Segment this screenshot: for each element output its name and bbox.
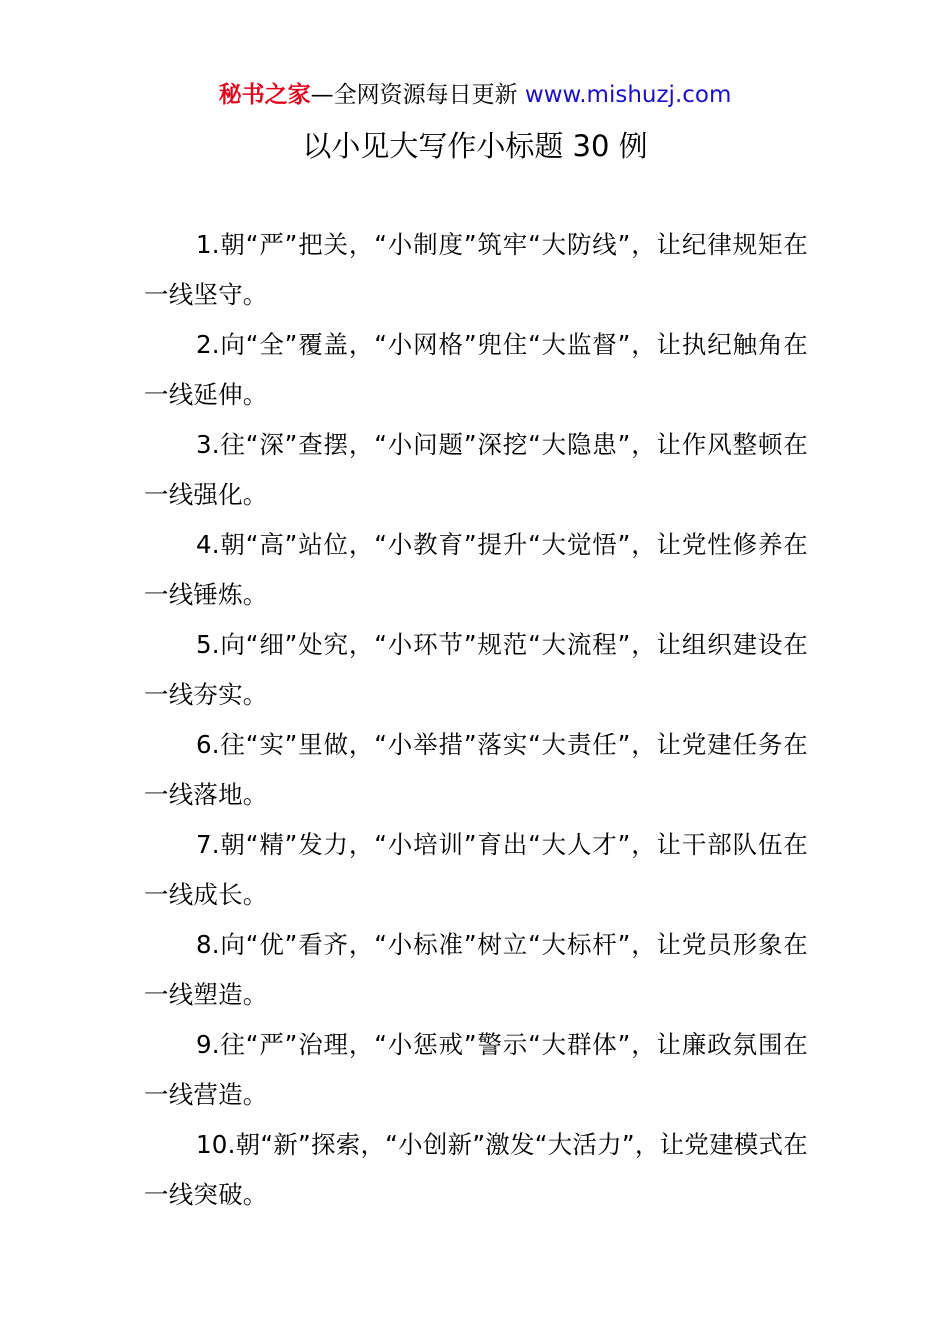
site-url-link[interactable]: www.mishuzj.com	[524, 82, 732, 108]
document-title: 以小见大写作小标题 30 例	[302, 129, 648, 163]
list-item: 9.往“严”治理，“小惩戒”警示“大群体”，让廉政氛围在一线营造。	[144, 1030, 808, 1109]
list-item: 4.朝“高”站位，“小教育”提升“大觉悟”，让党性修养在一线锤炼。	[144, 530, 808, 609]
site-brand: 秘书之家	[218, 82, 311, 108]
document-body	[144, 220, 808, 1220]
site-header	[0, 78, 950, 112]
site-tagline: —全网资源每日更新	[310, 82, 518, 108]
list-item: 2.向“全”覆盖，“小网格”兜住“大监督”，让执纪触角在一线延伸。	[144, 330, 808, 409]
list-item: 8.向“优”看齐，“小标准”树立“大标杆”，让党员形象在一线塑造。	[144, 930, 808, 1009]
list-item: 10.朝“新”探索，“小创新”激发“大活力”，让党建模式在一线突破。	[144, 1130, 808, 1209]
list-item: 1.朝“严”把关，“小制度”筑牢“大防线”，让纪律规矩在一线坚守。	[144, 230, 808, 309]
list-item: 6.往“实”里做，“小举措”落实“大责任”，让党建任务在一线落地。	[144, 730, 808, 809]
list-item: 5.向“细”处究，“小环节”规范“大流程”，让组织建设在一线夯实。	[144, 630, 808, 709]
list-item: 3.往“深”查摆，“小问题”深挖“大隐患”，让作风整顿在一线强化。	[144, 430, 808, 509]
list-item: 7.朝“精”发力，“小培训”育出“大人才”，让干部队伍在一线成长。	[144, 830, 808, 909]
